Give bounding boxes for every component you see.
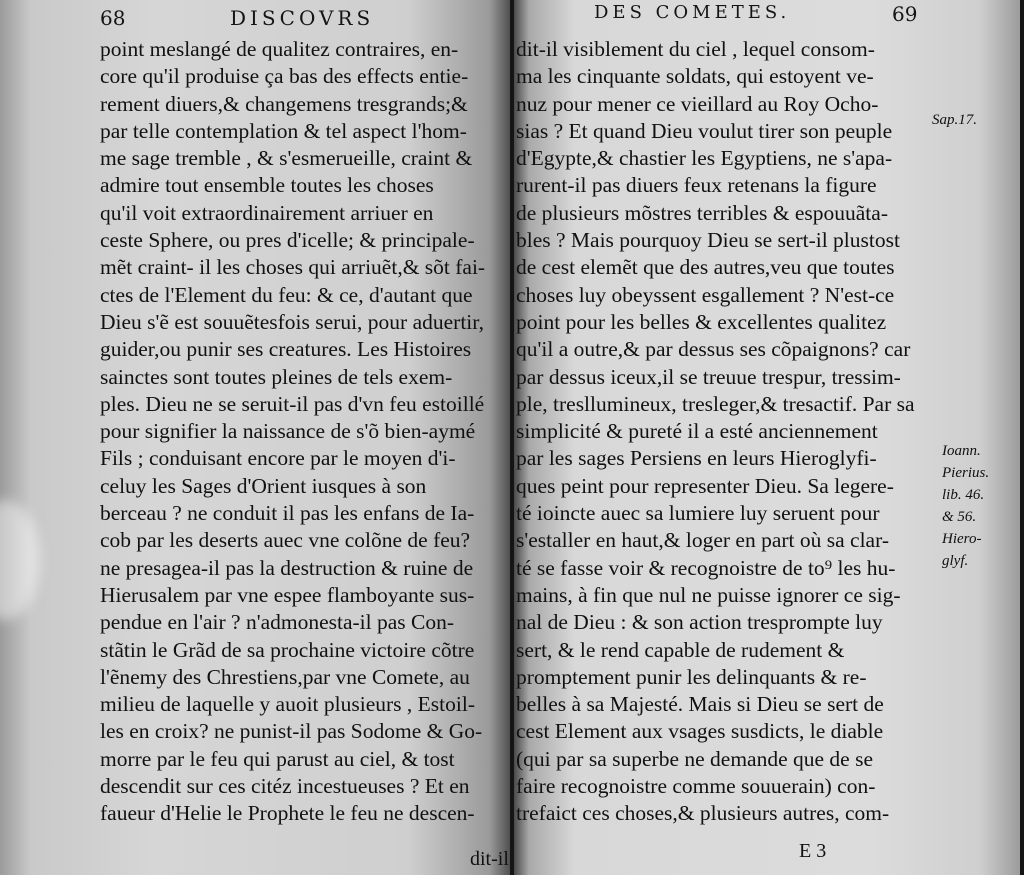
text-line: ceste Sphere, ou pres d'icelle; & principale- bbox=[100, 228, 475, 253]
signature-mark: E 3 bbox=[799, 840, 827, 862]
text-line: de plusieurs mõstres terribles & espouuãta- bbox=[516, 200, 888, 225]
text-line: mains, à fin que nul ne puisse ignorer ce sig- bbox=[516, 582, 901, 607]
text-line: Dieu s'ẽ est souuẽtesfois serui, pour aduertir, bbox=[100, 309, 484, 334]
text-line: rurent-il pas diuers feux retenans la figure bbox=[516, 173, 877, 198]
text-line: point pour les belles & excellentes qualitez bbox=[516, 309, 887, 334]
text-line: té se fasse voir & recognoistre de to⁹ les hu- bbox=[516, 555, 896, 580]
margin-note-line: Ioann. bbox=[942, 443, 981, 459]
text-line: core qu'il produise ça bas des effects entie- bbox=[100, 64, 469, 89]
text-line: cest Element aux vsages susdicts, le diable bbox=[516, 719, 884, 744]
text-line: qu'il a outre,& par dessus ses cõpaignons? car bbox=[516, 337, 911, 362]
text-line: me sage tremble , & s'esmerueille, craint & bbox=[100, 146, 473, 171]
text-line: pour signifier la naissance de s'õ bien-aymé bbox=[100, 419, 476, 444]
text-line: milieu de laquelle y auoit plusieurs , Estoil- bbox=[100, 692, 475, 717]
text-line: l'ẽnemy des Chrestiens,par vne Comete, au bbox=[100, 664, 470, 689]
text-line: qu'il voit extraordinairement arriuer en bbox=[100, 200, 434, 225]
text-line: trefaict ces choses,& plusieurs autres, com- bbox=[516, 801, 890, 826]
text-line: de cest elemẽt que des autres,veu que toutes bbox=[516, 255, 895, 280]
text-line: ques peint pour representer Dieu. Sa legere- bbox=[516, 473, 894, 498]
text-line: promptement punir les delinquants & re- bbox=[516, 664, 867, 689]
text-line: mẽt craint- il les choses qui arriuẽt,& sõt fai- bbox=[100, 255, 486, 280]
text-line: guider,ou punir ses creatures. Les Histoires bbox=[100, 337, 472, 362]
text-line: faire recognoistre comme souuerain) con- bbox=[516, 774, 876, 799]
text-line: ma les cinquante soldats, qui estoyent ve- bbox=[516, 64, 874, 89]
text-line: ne presagea-il pas la destruction & ruine de bbox=[100, 555, 474, 580]
text-line: celuy les Sages d'Orient iusques à son bbox=[100, 473, 427, 498]
text-line: nal de Dieu : & son action tresprompte luy bbox=[516, 610, 883, 635]
text-line: d'Egypte,& chastier les Egyptiens, ne s'apa- bbox=[516, 146, 893, 171]
left-running-head: DISCOVRS bbox=[230, 6, 375, 30]
text-line: sias ? Et quand Dieu voulut tirer son peuple bbox=[516, 118, 893, 143]
right-page bbox=[514, 0, 1020, 875]
margin-note-pierius bbox=[942, 440, 989, 572]
text-line: faueur d'Helie le Prophete le feu ne descen- bbox=[100, 801, 475, 826]
text-line: cob par les deserts auec vne colõne de feu? bbox=[100, 528, 471, 553]
text-line: nuz pour mener ce vieillard au Roy Ocho- bbox=[516, 91, 879, 116]
text-line: stãtin le Grãd de sa prochaine victoire cõtre bbox=[100, 637, 475, 662]
text-line: descendit sur ces citéz incestueuses ? Et en bbox=[100, 774, 470, 799]
catchword: dit-il bbox=[470, 848, 509, 870]
text-line: point meslangé de qualitez contraires, en- bbox=[100, 37, 459, 61]
text-line: dit-il visiblement du ciel , lequel consom- bbox=[516, 37, 875, 61]
text-line: morre par le feu qui parust au ciel, & tost bbox=[100, 746, 455, 771]
margin-note-line: Hiero- bbox=[942, 531, 982, 547]
text-line: ples. Dieu ne se seruit-il pas d'vn feu estoillé bbox=[100, 391, 485, 416]
text-line: par dessus iceux,il se treuue trespur, tressim- bbox=[516, 364, 901, 389]
text-line: té ioincte auec sa lumiere luy seruent pour bbox=[516, 501, 880, 526]
text-line: s'estaller en haut,& loger en part où sa clar- bbox=[516, 528, 889, 553]
margin-note-line: lib. 46. bbox=[942, 487, 985, 503]
text-line: simplicité & pureté il a esté anciennement bbox=[516, 419, 878, 444]
text-line: choses luy obeyssent esgallement ? N'est-ce bbox=[516, 282, 895, 307]
text-line: admire tout ensemble toutes les choses bbox=[100, 173, 434, 198]
text-line: par telle contemplation & tel aspect l'hom- bbox=[100, 118, 467, 143]
margin-note-sap: Sap.17. bbox=[932, 112, 977, 128]
text-line: pendue en l'air ? n'admonesta-il pas Con- bbox=[100, 610, 455, 635]
margin-note-line: glyf. bbox=[942, 553, 969, 569]
right-page-number: 69 bbox=[892, 2, 918, 26]
left-page-number: 68 bbox=[100, 6, 126, 30]
page-stain bbox=[0, 500, 40, 620]
text-line: les en croix? ne punist-il pas Sodome & Go- bbox=[100, 719, 483, 744]
right-running-head: DES COMETES. bbox=[594, 2, 791, 23]
text-line: belles à sa Majesté. Mais si Dieu se sert de bbox=[516, 692, 884, 717]
margin-note-line: Pierius. bbox=[942, 465, 990, 481]
left-text-block bbox=[100, 36, 505, 828]
text-line: Fils ; conduisant encore par le moyen d'i- bbox=[100, 446, 456, 471]
margin-note-line: & 56. bbox=[942, 509, 977, 525]
text-line: berceau ? ne conduit il pas les enfans de Ia- bbox=[100, 501, 475, 526]
text-line: ctes de l'Element du feu: & ce, d'autant que bbox=[100, 282, 473, 307]
text-line: par les sages Persiens en leurs Hieroglyfi- bbox=[516, 446, 877, 471]
text-line: ple, tresllumineux, tresleger,& tresactif. Par sa bbox=[516, 391, 915, 416]
right-text-block bbox=[516, 36, 934, 828]
text-line: bles ? Mais pourquoy Dieu se sert-il plustost bbox=[516, 228, 900, 253]
text-line: rement diuers,& changemens tresgrands;& bbox=[100, 91, 468, 116]
text-line: Hierusalem par vne espee flamboyante sus- bbox=[100, 582, 475, 607]
left-page bbox=[0, 0, 510, 875]
text-line: (qui par sa superbe ne demande que de se bbox=[516, 746, 873, 771]
text-line: sert, & le rend capable de rudement & bbox=[516, 637, 845, 662]
text-line: sainctes sont toutes pleines de tels exem- bbox=[100, 364, 453, 389]
